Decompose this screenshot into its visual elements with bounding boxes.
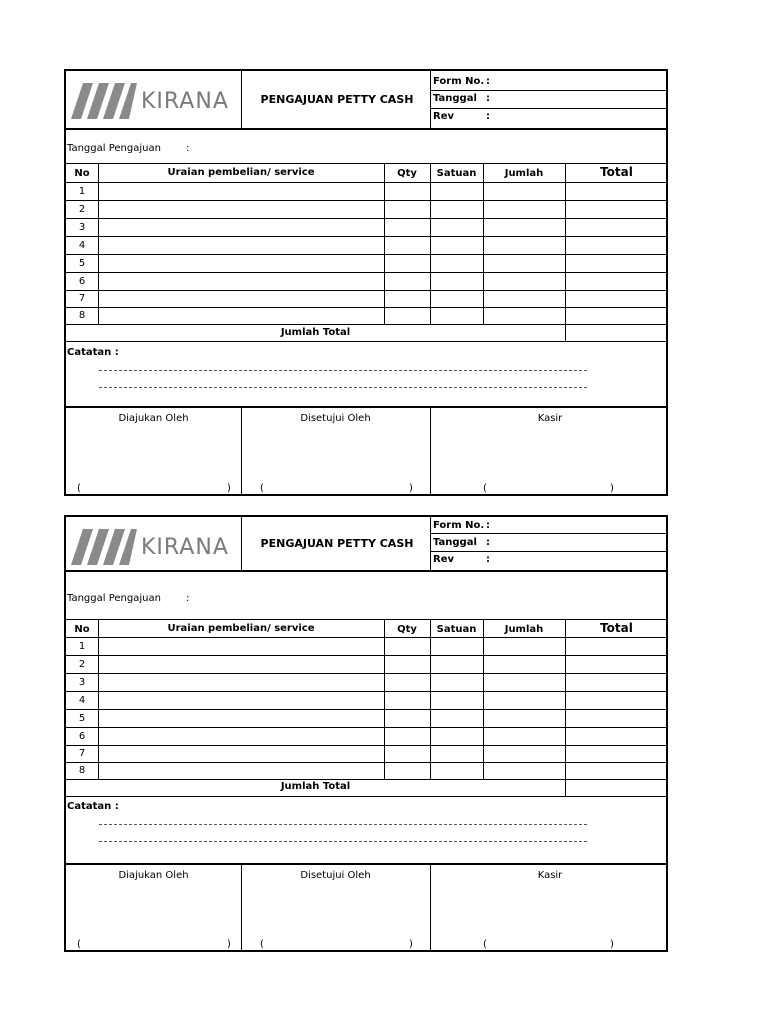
signature-role: Diajukan Oleh xyxy=(118,413,189,424)
row-number: 8 xyxy=(78,310,86,321)
col-header-satuan: Satuan xyxy=(436,624,477,635)
row-number: 1 xyxy=(78,186,86,197)
petty-cash-form-2: KIRANA PENGAJUAN PETTY CASH Form No. : Tanggal : Rev : Tanggal Pengajuan : No Uraian pembelian/ service Qty Satuan Jumlah Total 1 2 3 4 5 6 7 8 Jumlah Total Catatan : Diajukan Oleh Disetujui Oleh Kasir ( ) ( ) ( ) xyxy=(64,515,668,952)
col-header-satuan: Satuan xyxy=(436,168,477,179)
signature-role: Disetujui Oleh xyxy=(300,870,371,881)
col-header-no: No xyxy=(74,168,90,179)
tanggal-label: Tanggal xyxy=(433,537,477,548)
form-title: PENGAJUAN PETTY CASH xyxy=(260,93,414,106)
grand-total-label: Jumlah Total xyxy=(280,327,351,338)
row-number: 6 xyxy=(78,276,86,287)
stripes-logo-icon xyxy=(69,81,137,121)
form-no-label: Form No. xyxy=(433,520,485,531)
col-header-uraian: Uraian pembelian/ service xyxy=(167,167,315,178)
notes-line xyxy=(99,841,587,842)
date-label: Tanggal Pengajuan xyxy=(67,143,161,154)
tanggal-label: Tanggal xyxy=(433,93,477,104)
notes-line xyxy=(99,370,587,371)
signature-role: Kasir xyxy=(537,870,563,881)
row-number: 6 xyxy=(78,731,86,742)
col-header-total: Total xyxy=(600,165,633,179)
row-number: 4 xyxy=(78,695,86,706)
row-number: 4 xyxy=(78,240,86,251)
company-logo xyxy=(69,527,235,567)
petty-cash-form-1: KIRANA PENGAJUAN PETTY CASH Form No. : Tanggal : Rev : Tanggal Pengajuan : No Uraian pembelian/ service Qty Satuan Jumlah Total 1 2 3 4 5 6 7 8 Jumlah Total Catatan : Diajukan Oleh Disetujui Oleh Kasir ( ) ( ) ( ) xyxy=(64,69,668,496)
row-number: 5 xyxy=(78,258,86,269)
col-header-jumlah: Jumlah xyxy=(504,168,544,179)
rev-label: Rev xyxy=(433,111,455,122)
signature-role: Diajukan Oleh xyxy=(118,870,189,881)
col-header-no: No xyxy=(74,624,90,635)
notes-label: Catatan : xyxy=(67,347,119,358)
form-no-label: Form No. xyxy=(433,76,485,87)
col-header-total: Total xyxy=(600,621,633,635)
row-number: 3 xyxy=(78,677,86,688)
row-number: 8 xyxy=(78,765,86,776)
brand-name: KIRANA xyxy=(141,89,229,114)
form-title: PENGAJUAN PETTY CASH xyxy=(260,537,414,550)
row-number: 3 xyxy=(78,222,86,233)
col-header-uraian: Uraian pembelian/ service xyxy=(167,623,315,634)
row-number: 1 xyxy=(78,641,86,652)
notes-line xyxy=(99,824,587,825)
date-label: Tanggal Pengajuan xyxy=(67,593,161,604)
notes-label: Catatan : xyxy=(67,801,119,812)
row-number: 2 xyxy=(78,659,86,670)
col-header-qty: Qty xyxy=(397,624,417,635)
company-logo xyxy=(69,81,235,121)
row-number: 7 xyxy=(78,748,86,759)
col-header-jumlah: Jumlah xyxy=(504,624,544,635)
grand-total-label: Jumlah Total xyxy=(280,781,351,792)
row-number: 7 xyxy=(78,293,86,304)
row-number: 5 xyxy=(78,713,86,724)
signature-role: Disetujui Oleh xyxy=(300,413,371,424)
notes-line xyxy=(99,387,587,388)
brand-name: KIRANA xyxy=(141,535,229,560)
col-header-qty: Qty xyxy=(397,168,417,179)
row-number: 2 xyxy=(78,204,86,215)
stripes-logo-icon xyxy=(69,527,137,567)
signature-role: Kasir xyxy=(537,413,563,424)
rev-label: Rev xyxy=(433,554,455,565)
